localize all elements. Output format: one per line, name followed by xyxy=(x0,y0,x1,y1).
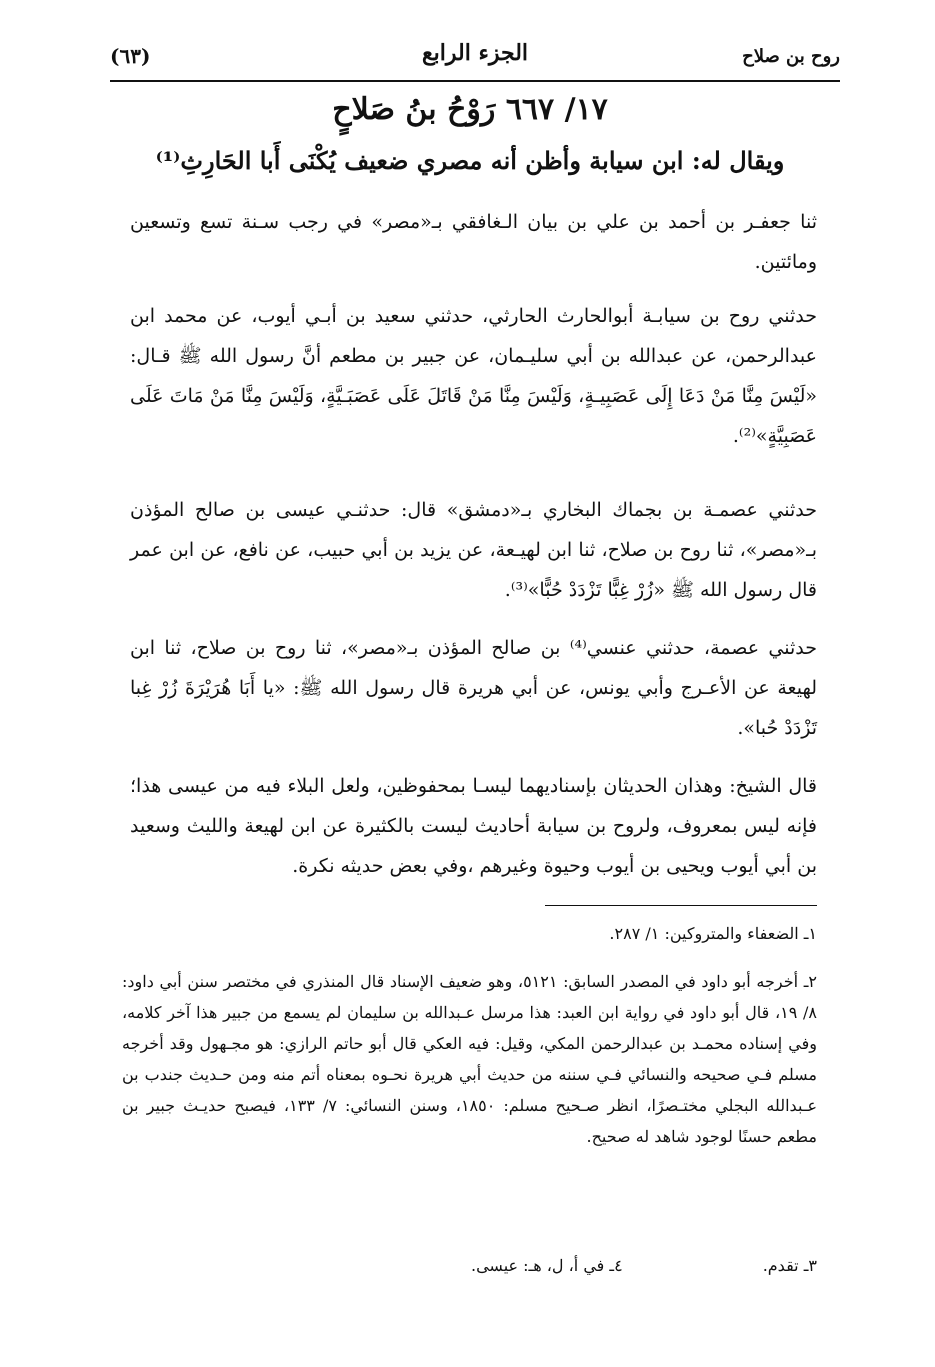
paragraph: قال الشيخ: وهذان الحديثان بإسناديهما ليسـا بمحفوظين، ولعل البلاء فيه من عيسى هذا؛ فإنه ليس بمعروف، ولروح بن سيابة أحاديث ليست بالكثيرة عن ابن لهيعة والليث وسعيد بن أبي أيوب ويحيى بن أيوب وحيوة وغيرهم ،وفي بعض حديثه نكرة. xyxy=(130,775,817,877)
footnote: ١ـ الضعفاء والمتروكين: ١/ ٢٨٧. xyxy=(609,924,817,943)
page-header xyxy=(110,38,840,78)
running-title: روح بن صلاح xyxy=(742,46,840,67)
footnote: ٢ـ أخرجه أبو داود في المصدر السابق: ٥١٢١، وهو ضعيف الإسناد قال المنذري في مختصر سنن أبي داود: ٨/ ١٩، قال أبو داود في رواية ابن العبد: هذا مرسل عـبدالله بن سليمان لم يسمع من جبير هذا آخر كلامه، وفي إسناده محمـد بن عبدالرحمن المكي، وقيل: فيه العكي قال أبو حاتم الرازي: هو مجـهول وقد أخرجه مسلم فـي صحيحه والنسائي فـي سننه من حديث أبي هريرة نحـوه بمعناه أتم منه ومن حـديث جندب بن عـبدالله البجلي مختـصرًا، انظر صـحيح مسلم: ١٨٥٠، وسنن النسائي: ٧/ ١٣٣، فيصبح حديـث جبير بن مطعم حسنًا لوجود شاهد له صحيح. xyxy=(122,972,818,1146)
paragraph: حدثني عصمـة بن بجماك البخاري بـ«دمشق» قال: حدثنـي عيسى بن صالح المؤذن بـ«مصر»، ثنا روح بن صلاح، ثنا ابن لهيـعة، عن يزيد بن أبي حبيب، عن نافع، عن ابن عمر قال رسول الله ﷺ «زُرْ غِبًّا تَزْدَدْ حُبًّا»⁽³⁾. xyxy=(130,499,817,601)
paragraph: ثنا جعفـر بن أحمد بن علي بن بيان الـغافقي بـ«مصر» في رجب سـنة تسع وتسعين ومائتين. xyxy=(130,211,817,273)
footnote-rule xyxy=(545,905,817,906)
entry-title: ١٧/ ٦٦٧ رَوْحُ بنُ صَلاحٍ xyxy=(332,92,608,127)
page-number: (٦٣) xyxy=(110,44,151,68)
footnote: ٤ـ في أ، ل، هـ: عيسى. xyxy=(471,1256,623,1275)
footnote: ٣ـ تقدم. xyxy=(762,1256,817,1275)
paragraph: حدثني عصمة، حدثني عنسي⁽⁴⁾ بن صالح المؤذن بـ«مصر»، ثنا روح بن صلاح، ثنا ابن لهيعة عن الأعـرج وأبي يونس، عن أبي هريرة قال رسول الله ﷺ: «يا أَبَا هُرَيْرَةَ زُرْ غِبا تَزْدَدْ حُبا». xyxy=(130,637,817,739)
paragraph: حدثني روح بن سيابـة أبوالحارث الحارثي، حدثني سعيد بن أبـي أيوب، عن محمد ابن عبدالرحمن، عن عبدالله بن أبي سليـمان، عن جبير بن مطعم أنَّ رسول الله ﷺ قـال: «لَيْسَ مِنَّا مَنْ دَعَا إِلَى عَصَبِيـةٍ، وَلَيْسَ مِنَّا مَنْ قَاتَلَ عَلَى عَصَبَـيَّةٍ، وَلَيْسَ مِنَّا مَنْ مَاتَ عَلَى عَصَبِيَّةٍ»⁽²⁾. xyxy=(130,305,817,447)
part-title: الجزء الرابع xyxy=(421,40,529,66)
entry-subtitle: ويقال له: ابن سيابة وأظن أنه مصري ضعيف يُكْنَى أَبا الحَارِثِ⁽¹⁾ xyxy=(155,146,785,175)
footnote-row xyxy=(122,1250,817,1281)
header-rule xyxy=(110,80,840,82)
